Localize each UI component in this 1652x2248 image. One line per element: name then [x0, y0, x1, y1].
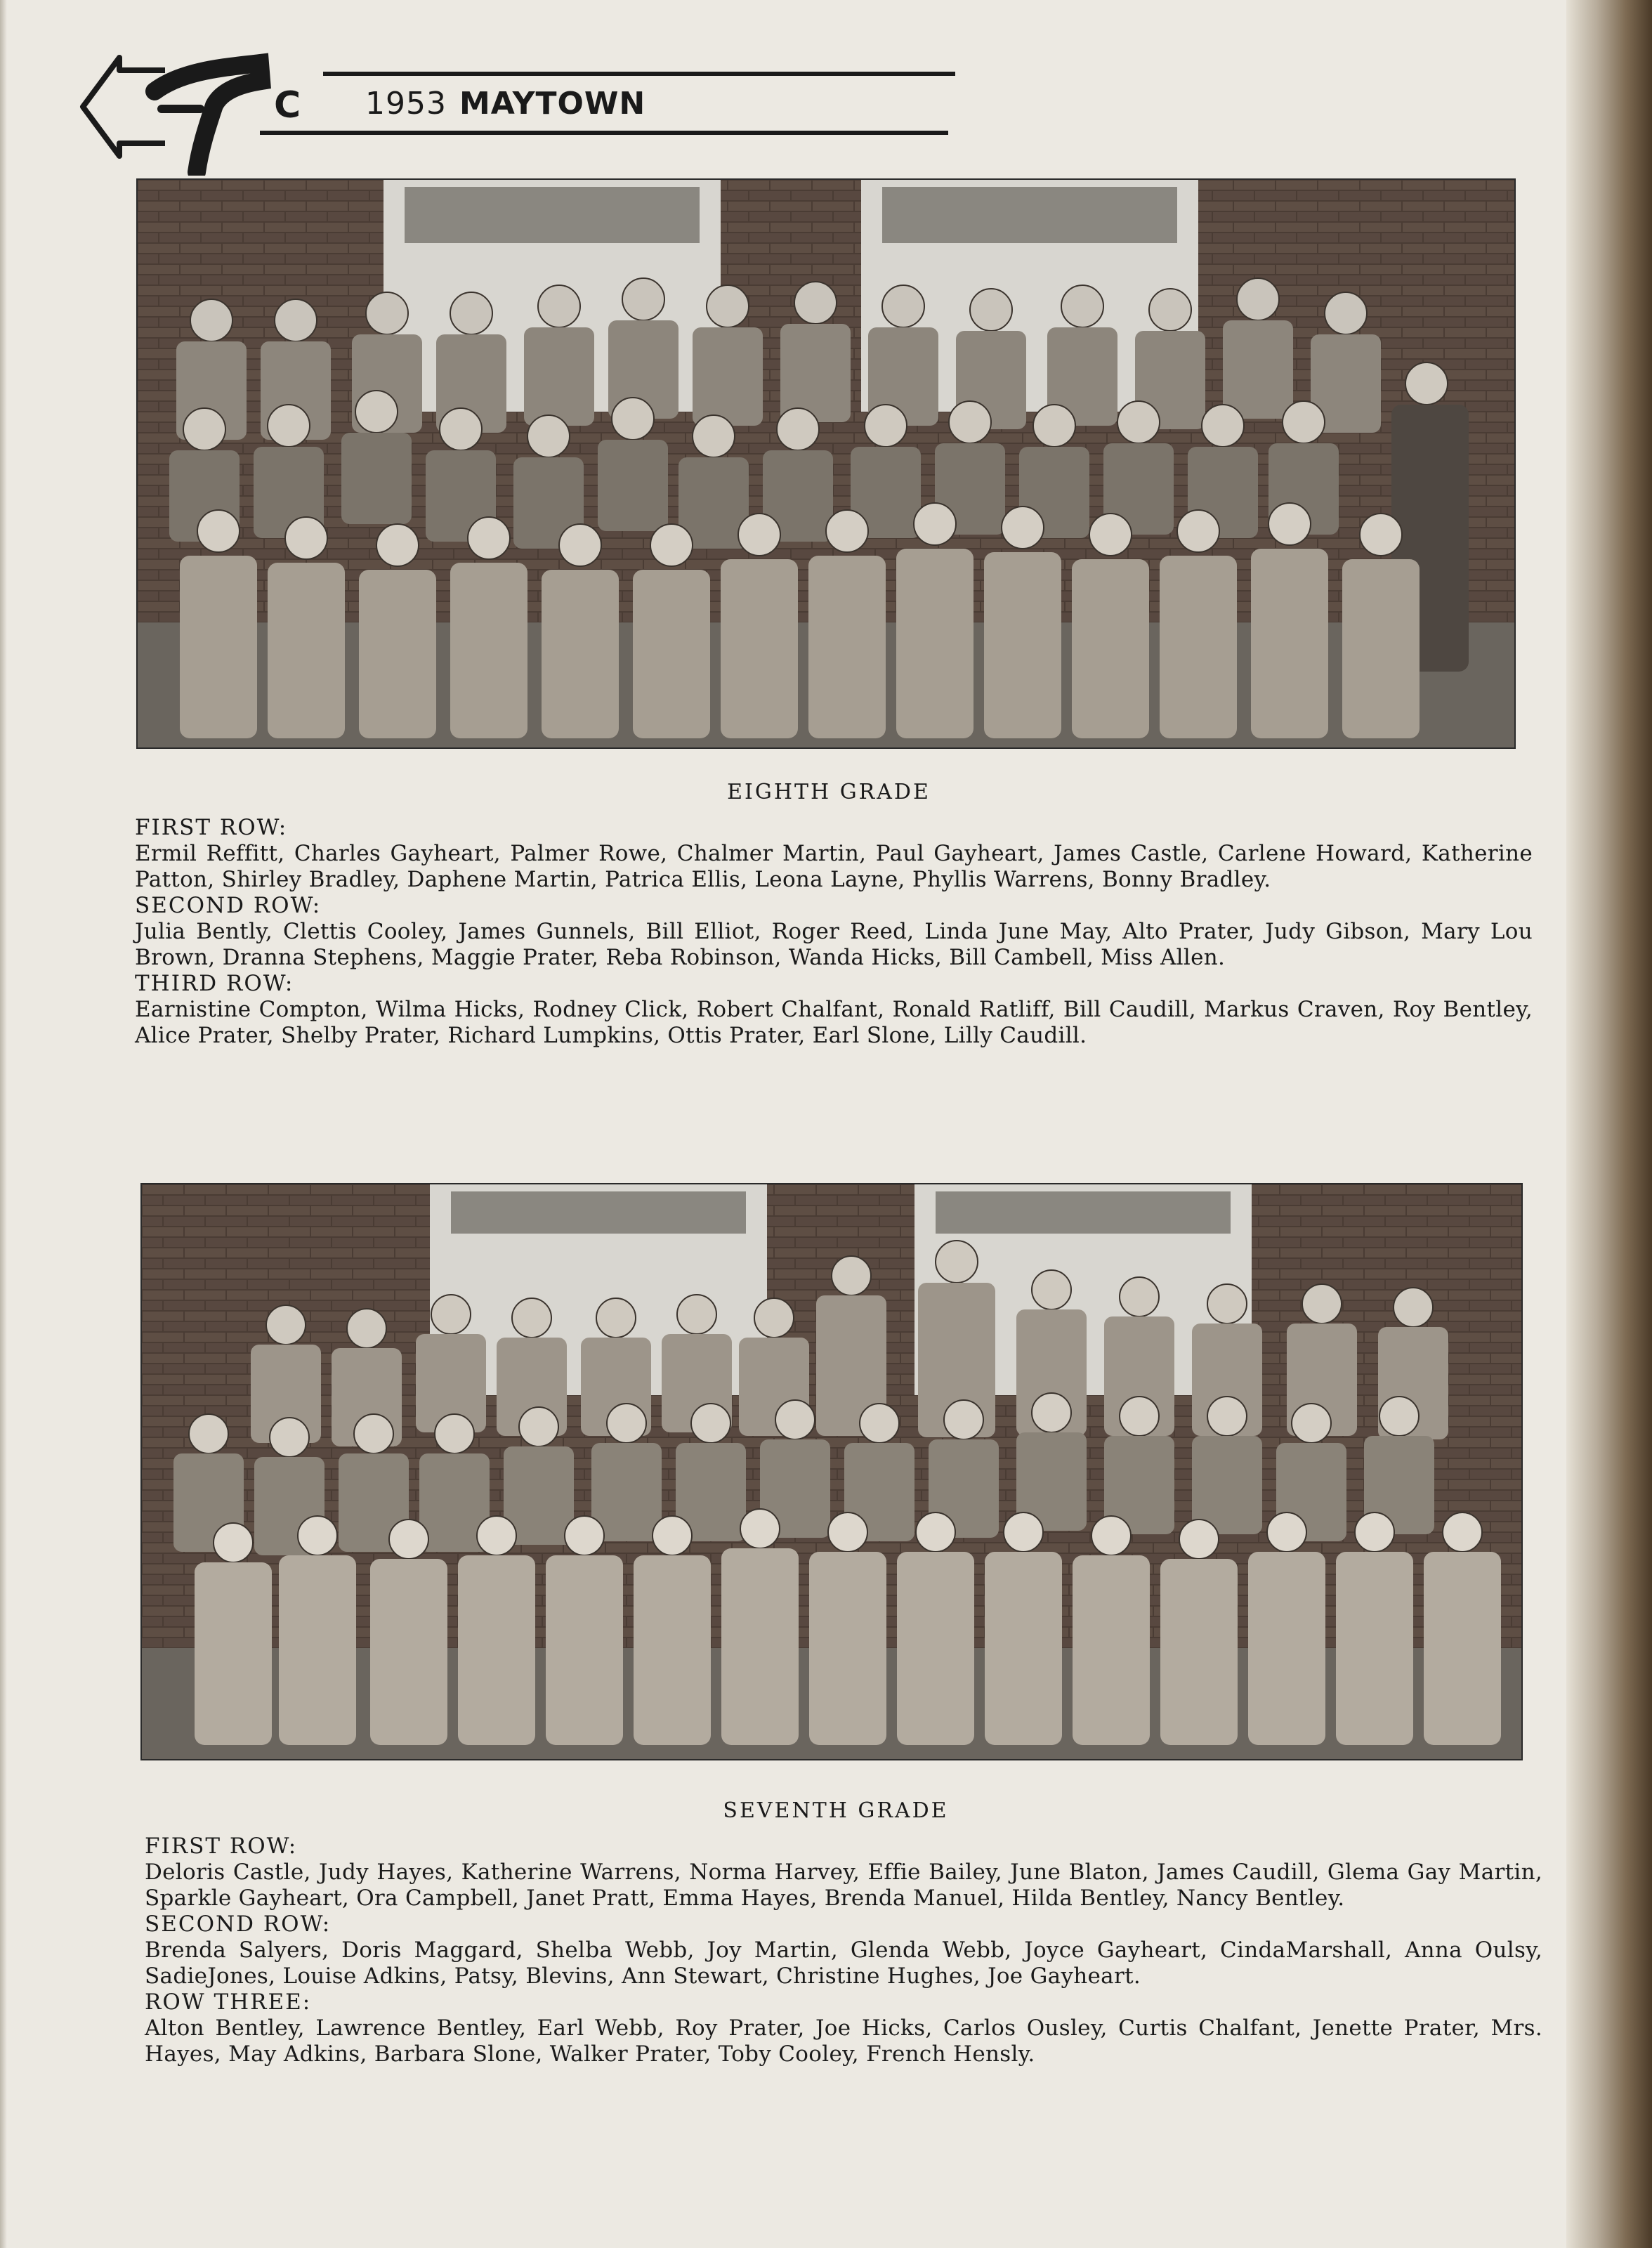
eighth-first-row-label: FIRST ROW: — [135, 815, 288, 840]
seventh-third-row-label: ROW THREE: — [145, 1989, 312, 2015]
eighth-grade-class-photo — [136, 178, 1516, 749]
seventh-first-row-label: FIRST ROW: — [145, 1834, 298, 1859]
seventh-first-row-names: Deloris Castle, Judy Hayes, Katherine Warrens, Norma Harvey, Effie Bailey, June Blaton, James Caudill, Glema Gay Martin, Sparkle Gayheart, Ora Campbell, Janet Pratt, Emma Hayes, Brenda Manuel, Hilda Bentley, Nancy Bentley. — [145, 1860, 1542, 1911]
seventh-grade-caption: SEVENTH GRADE — [723, 1798, 949, 1823]
eighth-grade-caption: EIGHTH GRADE — [727, 780, 931, 804]
section-letter: C — [274, 84, 303, 126]
header-rule-bottom — [260, 131, 948, 135]
page-header — [77, 42, 885, 176]
eighth-third-row-label: THIRD ROW: — [135, 971, 294, 996]
school-name: MAYTOWN — [459, 86, 646, 122]
eighth-third-row-names: Earnistine Compton, Wilma Hicks, Rodney Click, Robert Chalfant, Ronald Ratliff, Bill Caudill, Markus Craven, Roy Bentley, Alice Prater, Shelby Prater, Richard Lumpkins, Ottis Prater, Earl Slone, Lilly Caudill. — [135, 997, 1533, 1048]
header-rule-top — [323, 72, 955, 76]
eighth-second-row-names: Julia Bently, Clettis Cooley, James Gunnels, Bill Elliot, Roger Reed, Linda June May, Alto Prater, Judy Gibson, Mary Lou Brown, Dranna Stephens, Maggie Prater, Reba Robinson, Wanda Hicks, Bill Cambell, Miss Allen. — [135, 919, 1533, 970]
seventh-third-row-names: Alton Bentley, Lawrence Bentley, Earl Webb, Roy Prater, Joe Hicks, Carlos Ousley, Curtis Chalfant, Jenette Prater, Mrs. Hayes, May Adkins, Barbara Slone, Walker Prater, Toby Cooley, French Hensly. — [145, 2015, 1542, 2067]
eighth-second-row-label: SECOND ROW: — [135, 893, 322, 918]
seventh-grade-name-list — [145, 1834, 1542, 2067]
page-binding-edge-right — [1566, 0, 1652, 2248]
eighth-first-row-names: Ermil Reffitt, Charles Gayheart, Palmer Rowe, Chalmer Martin, Paul Gayheart, James Castle, Carlene Howard, Katherine Patton, Shirley Bradley, Daphene Martin, Patrica Ellis, Leona Layne, Phyllis Warrens, Bonny Bradley. — [135, 841, 1533, 892]
seventh-grade-class-photo — [140, 1183, 1523, 1760]
page-binding-edge-left — [0, 0, 7, 2248]
year: 1953 — [365, 86, 447, 122]
eighth-grade-name-list — [135, 815, 1533, 1049]
seventh-second-row-names: Brenda Salyers, Doris Maggard, Shelba Webb, Joy Martin, Glenda Webb, Joyce Gayheart, CindaMarshall, Anna Oulsy, SadieJones, Louise Adkins, Patsy, Blevins, Ann Stewart, Christine Hughes, Joe Gayheart. — [145, 1937, 1542, 1989]
page-title — [365, 86, 645, 122]
seventh-second-row-label: SECOND ROW: — [145, 1912, 332, 1937]
